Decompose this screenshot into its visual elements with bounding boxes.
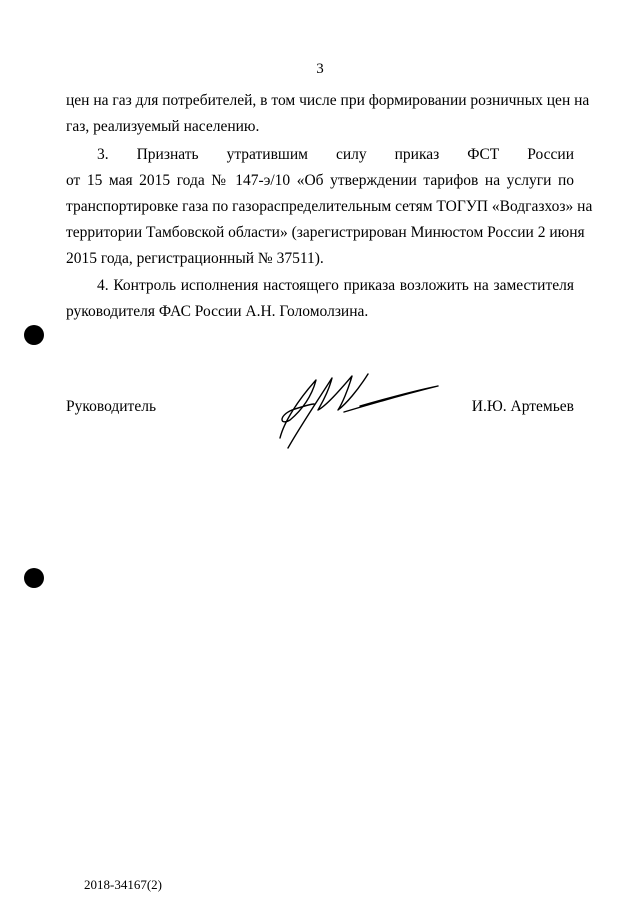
page-number: 3 xyxy=(316,61,324,77)
paragraph-line: газ, реализуемый населению. xyxy=(66,118,260,135)
paragraph-line: руководителя ФАС России А.Н. Голомолзина. xyxy=(66,303,369,320)
punch-hole xyxy=(24,568,44,588)
paragraph-line: 3. Признать утратившим силу приказ ФСТ России xyxy=(97,146,574,163)
punch-hole xyxy=(24,325,44,345)
document-id: 2018-34167(2) xyxy=(84,877,162,892)
paragraph-line: территории Тамбовской области» (зарегистрирован Минюстом России 2 июня xyxy=(66,224,585,241)
paragraph-line: цен на газ для потребителей, в том числе при формировании розничных цен на xyxy=(66,92,590,109)
paragraph-line: 2015 года, регистрационный № 37511). xyxy=(66,250,324,267)
paragraph-line: 4. Контроль исполнения настоящего приказа возложить на заместителя xyxy=(97,277,574,294)
handwritten-signature xyxy=(268,360,448,450)
signatory-name: И.Ю. Артемьев xyxy=(471,398,574,415)
paragraph-line: транспортировке газа по газораспределительным сетям ТОГУП «Водгазхоз» на xyxy=(66,198,593,215)
signatory-title: Руководитель xyxy=(66,398,157,415)
paragraph-line: от 15 мая 2015 года № 147-э/10 «Об утверждении тарифов на услуги по xyxy=(66,172,574,189)
